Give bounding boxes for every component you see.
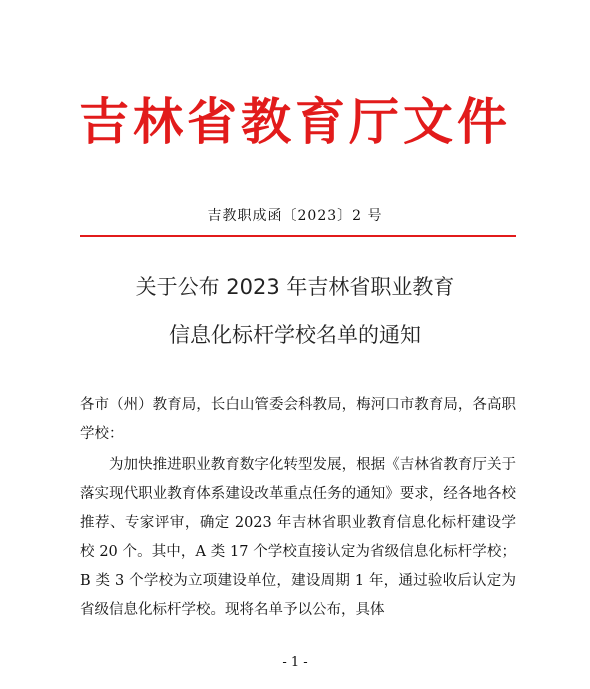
page-number: - 1 - [282, 655, 308, 670]
body-paragraph: 为加快推进职业教育数字化转型发展，根据《吉林省教育厅关于落实现代职业教育体系建设改革重点任务的通知》要求，经各地各校推荐、专家评审，确定 2023 年吉林省职业教育信息化标杆建设学校 20 个。其中，A 类 17 个学校直接认定为省级信息化标杆学校；B 类 3 个学校为立项建设单位，建设周期 1 年，通过验收后认定为省级信息化标杆学校。现将名单予以公布，具体 [80, 457, 516, 618]
salutation: 各市（州）教育局，长白山管委会科教局，梅河口市教育局，各高职学校： [80, 397, 516, 442]
notice-title-line-2: 信息化标杆学校名单的通知 [169, 323, 421, 347]
document-header-title: 吉林省教育厅文件 [79, 92, 511, 151]
header-divider [80, 235, 516, 237]
notice-title-line-1: 关于公布 2023 年吉林省职业教育 [135, 275, 455, 299]
document-number: 吉教职成函〔2023〕2 号 [207, 208, 383, 224]
